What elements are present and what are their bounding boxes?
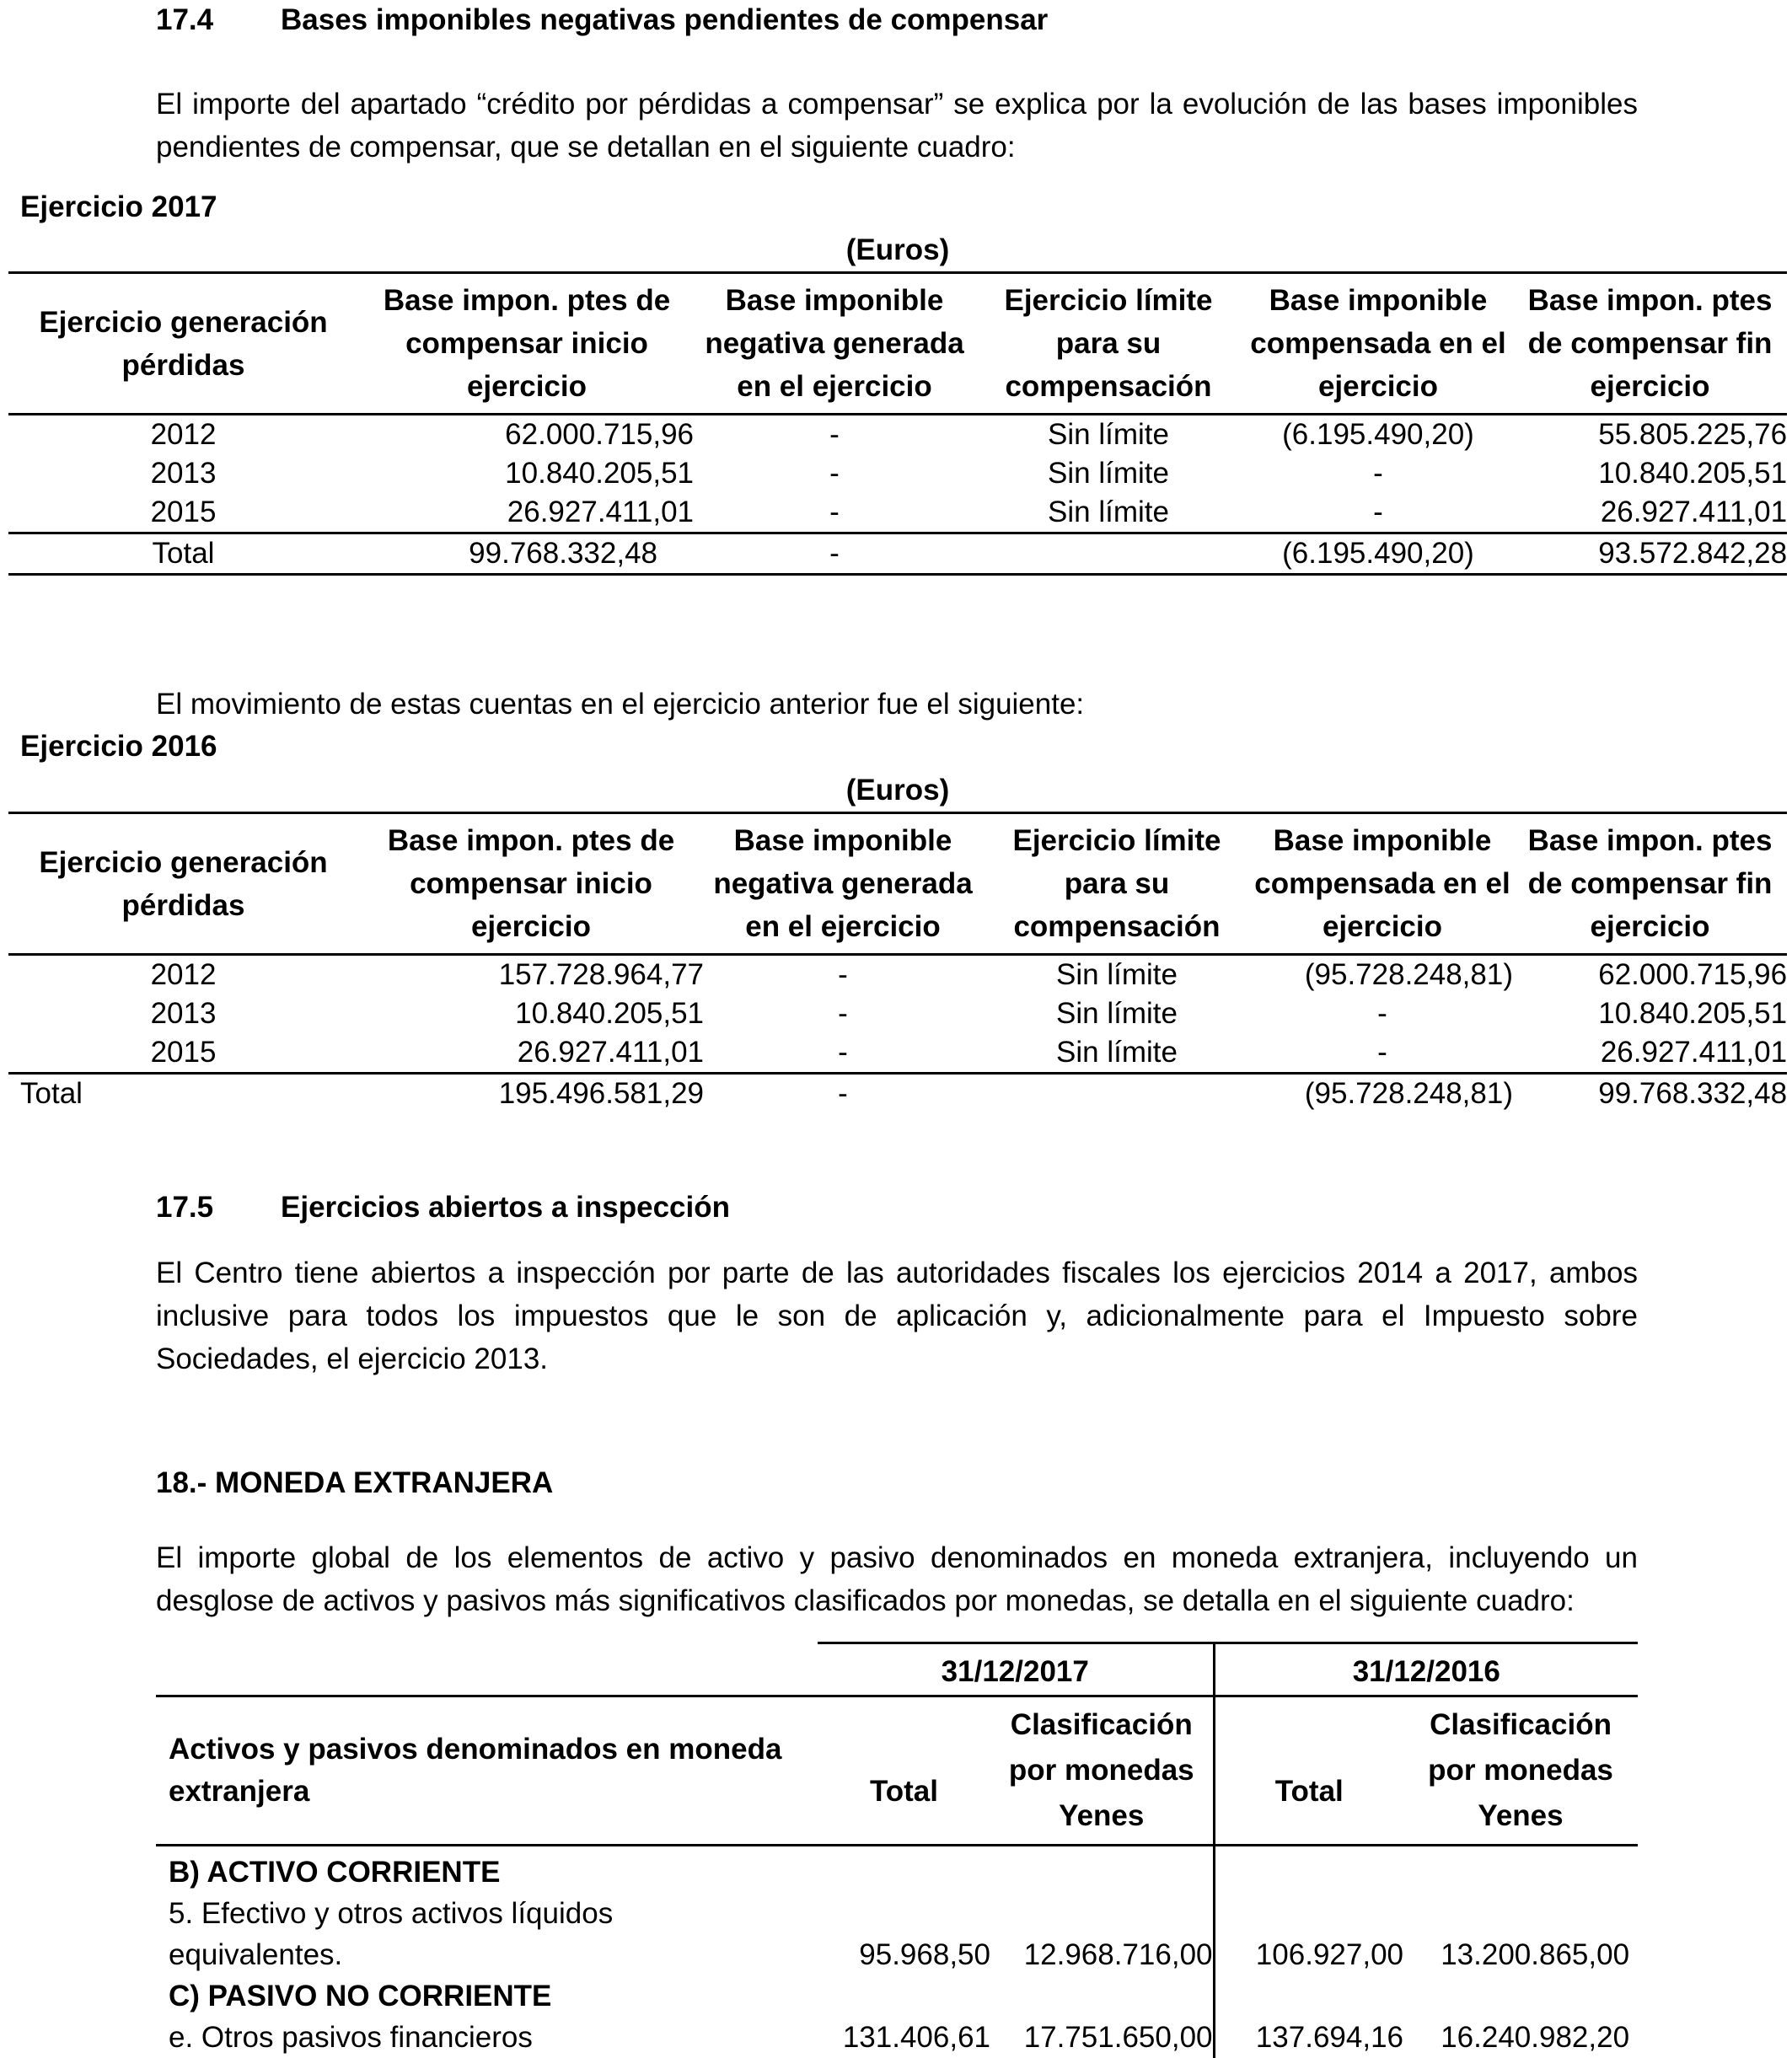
period-header-row [156, 1643, 1638, 1696]
table-cell: 26.927.411,01 [358, 1033, 704, 1074]
item-label: 5. Efectivo y otros activos líquidos equivalentes. [169, 1897, 614, 1971]
period-2017: 31/12/2017 [818, 1643, 1214, 1696]
section-title-17-4: Bases imponibles negativas pendientes de compensar [281, 3, 1049, 36]
col-header: Ejercicio generación pérdidas [39, 305, 328, 382]
table-total-row [8, 533, 1787, 575]
table-cell: Total [20, 1077, 83, 1110]
table-cell: 195.496.581,29 [498, 1077, 704, 1110]
col-header: Base imponible compensada en el ejercicio [1250, 284, 1506, 403]
table-cell: 17.751.650,00 [1023, 2021, 1213, 2054]
table-row [8, 994, 1787, 1033]
row-header: Activos y pasivos denominados en moneda extranjera [169, 1733, 782, 1808]
table-cell: Sin límite [1056, 997, 1178, 1030]
column-header-row [156, 1696, 1638, 1846]
table-cell: 106.927,00 [1214, 1893, 1403, 1975]
table-cell: - [838, 958, 848, 991]
table-2017-caption: Ejercicio 2017 [20, 190, 217, 223]
table-cell: 12.968.716,00 [1023, 1938, 1213, 1971]
paragraph-18: El importe global de los elementos de activo y pasivo denominados en moneda extranjera, incluyendo un desglose de activos y pasivos más significativos clasificados por monedas, se detalla en el siguiente cuadro: [156, 1541, 1638, 1617]
table-row [8, 1033, 1787, 1074]
table-cell: Sin límite [1056, 958, 1178, 991]
table-cell: 2015 [8, 1033, 358, 1074]
table-row [156, 1893, 1638, 1975]
table-cell: 62.000.715,96 [1598, 958, 1788, 991]
table-cell: 55.805.225,76 [1598, 418, 1788, 451]
table-cell: - [695, 533, 974, 575]
table-cell: 62.000.715,96 [505, 418, 694, 451]
table-cell: 99.768.332,48 [358, 533, 695, 575]
section-number-17-5: 17.5 [156, 1191, 214, 1224]
table-cell: 16.240.982,20 [1441, 2021, 1630, 2054]
table-row [156, 2017, 1638, 2058]
section-heading-row [156, 1975, 1638, 2017]
table-cell: 2013 [150, 997, 217, 1030]
table-cell: 137.694,16 [1214, 2017, 1403, 2058]
table-cell: 10.840.205,51 [505, 457, 694, 490]
col-header: Base impon. ptes de compensar inicio ejercicio [387, 824, 675, 943]
section-heading: C) PASIVO NO CORRIENTE [169, 1980, 552, 2012]
table-cell: - [704, 1033, 982, 1074]
table-row [8, 955, 1787, 995]
table-cell: Sin límite [1048, 496, 1169, 528]
table-cell: 26.927.411,01 [507, 496, 694, 528]
col-class-2017: Clasificación por monedas Yenes [1008, 1708, 1194, 1832]
table-cell: Sin límite [1048, 457, 1169, 490]
table-cell: - [1377, 997, 1387, 1030]
table-cell: 26.927.411,01 [1600, 496, 1788, 528]
table-cell: - [829, 496, 840, 528]
movement-text: El movimiento de estas cuentas en el ejercicio anterior fue el siguiente: [156, 688, 1085, 721]
table-cell: 93.572.842,28 [1513, 533, 1787, 575]
table-cell: (6.195.490,20) [1282, 418, 1474, 451]
table-cell: - [1373, 457, 1383, 490]
col-header: Ejercicio generación pérdidas [39, 845, 328, 922]
table-cell: (95.728.248,81) [1304, 958, 1513, 991]
section-heading-row [156, 1846, 1638, 1894]
col-header: Base imponible negativa generada en el ejercicio [705, 284, 964, 403]
intro-paragraph-17-4: El importe del apartado “crédito por pérdidas a compensar” se explica por la evolución de las bases imponibles pendientes de compensar, que se detallan en el siguiente cuadro: [156, 88, 1638, 163]
table-row [8, 454, 1787, 493]
col-header: Base impon. ptes de compensar inicio ejercicio [383, 284, 671, 403]
table-cell: - [838, 997, 848, 1030]
table-row [8, 415, 1787, 455]
table-cell: 26.927.411,01 [1513, 1033, 1787, 1074]
col-total-2016: Total [1214, 1696, 1403, 1846]
table-cell: 95.968,50 [859, 1938, 990, 1971]
col-header: Base impon. ptes de compensar fin ejercicio [1527, 284, 1773, 403]
table-cell: - [1373, 496, 1383, 528]
col-header: Base impon. ptes de compensar fin ejercicio [1527, 824, 1773, 943]
paragraph-17-5: El Centro tiene abiertos a inspección por parte de las autoridades fiscales los ejercicios 2014 a 2017, ambos inclusive para todos los impuestos que le son de aplicación y, adicionalmente para el Impuesto sobre Sociedades, el ejercicio 2013. [156, 1257, 1638, 1375]
table-cell [974, 533, 1243, 575]
currency-table [156, 1642, 1638, 2058]
table-row [8, 493, 1787, 533]
table-cell: - [829, 418, 840, 451]
period-2016: 31/12/2016 [1214, 1643, 1638, 1696]
table-cell: 10.840.205,51 [515, 997, 704, 1030]
table-cell: 2012 [150, 958, 217, 991]
table-cell: 2012 [150, 418, 217, 451]
loss-table-2017 [8, 229, 1787, 576]
section-title-17-5: Ejercicios abiertos a inspección [281, 1191, 730, 1224]
table-cell: - [829, 457, 840, 490]
col-header: Base imponible compensada en el ejercicio [1254, 824, 1510, 943]
section-number-17-4: 17.4 [156, 3, 214, 36]
col-total-2017: Total [869, 1775, 938, 1808]
section-title-18: 18.- MONEDA EXTRANJERA [156, 1466, 554, 1499]
col-header: Ejercicio límite para su compensación [1012, 824, 1221, 943]
col-class-2016: Clasificación por monedas Yenes [1428, 1708, 1613, 1832]
units-label: (Euros) [845, 774, 950, 807]
table-cell: 131.406,61 [842, 2021, 990, 2054]
table-cell [982, 1074, 1252, 1114]
table-cell: 10.840.205,51 [1598, 997, 1788, 1030]
item-label: e. Otros pasivos financieros [169, 2021, 533, 2054]
table-cell: 2013 [150, 457, 217, 490]
table-cell: Sin límite [982, 1033, 1252, 1074]
table-cell: - [838, 1077, 848, 1110]
table-cell: (6.195.490,20) [1243, 533, 1513, 575]
table-cell: (95.728.248,81) [1304, 1077, 1513, 1110]
table-cell: 13.200.865,00 [1441, 1938, 1630, 1971]
section-heading: B) ACTIVO CORRIENTE [169, 1856, 501, 1889]
table-total-row [8, 1074, 1787, 1114]
table-2016-caption: Ejercicio 2016 [20, 730, 217, 763]
loss-table-2016 [8, 769, 1787, 1113]
table-cell: 99.768.332,48 [1598, 1077, 1788, 1110]
col-header: Ejercicio límite para su compensación [1004, 284, 1213, 403]
table-cell: 2015 [150, 496, 217, 528]
col-header: Base imponible negativa generada en el ejercicio [713, 824, 973, 943]
table-cell: 10.840.205,51 [1598, 457, 1788, 490]
table-cell: Total [8, 533, 358, 575]
table-cell: Sin límite [1048, 418, 1169, 451]
units-label: (Euros) [845, 233, 950, 266]
table-cell: 157.728.964,77 [498, 958, 704, 991]
table-cell: - [1252, 1033, 1513, 1074]
